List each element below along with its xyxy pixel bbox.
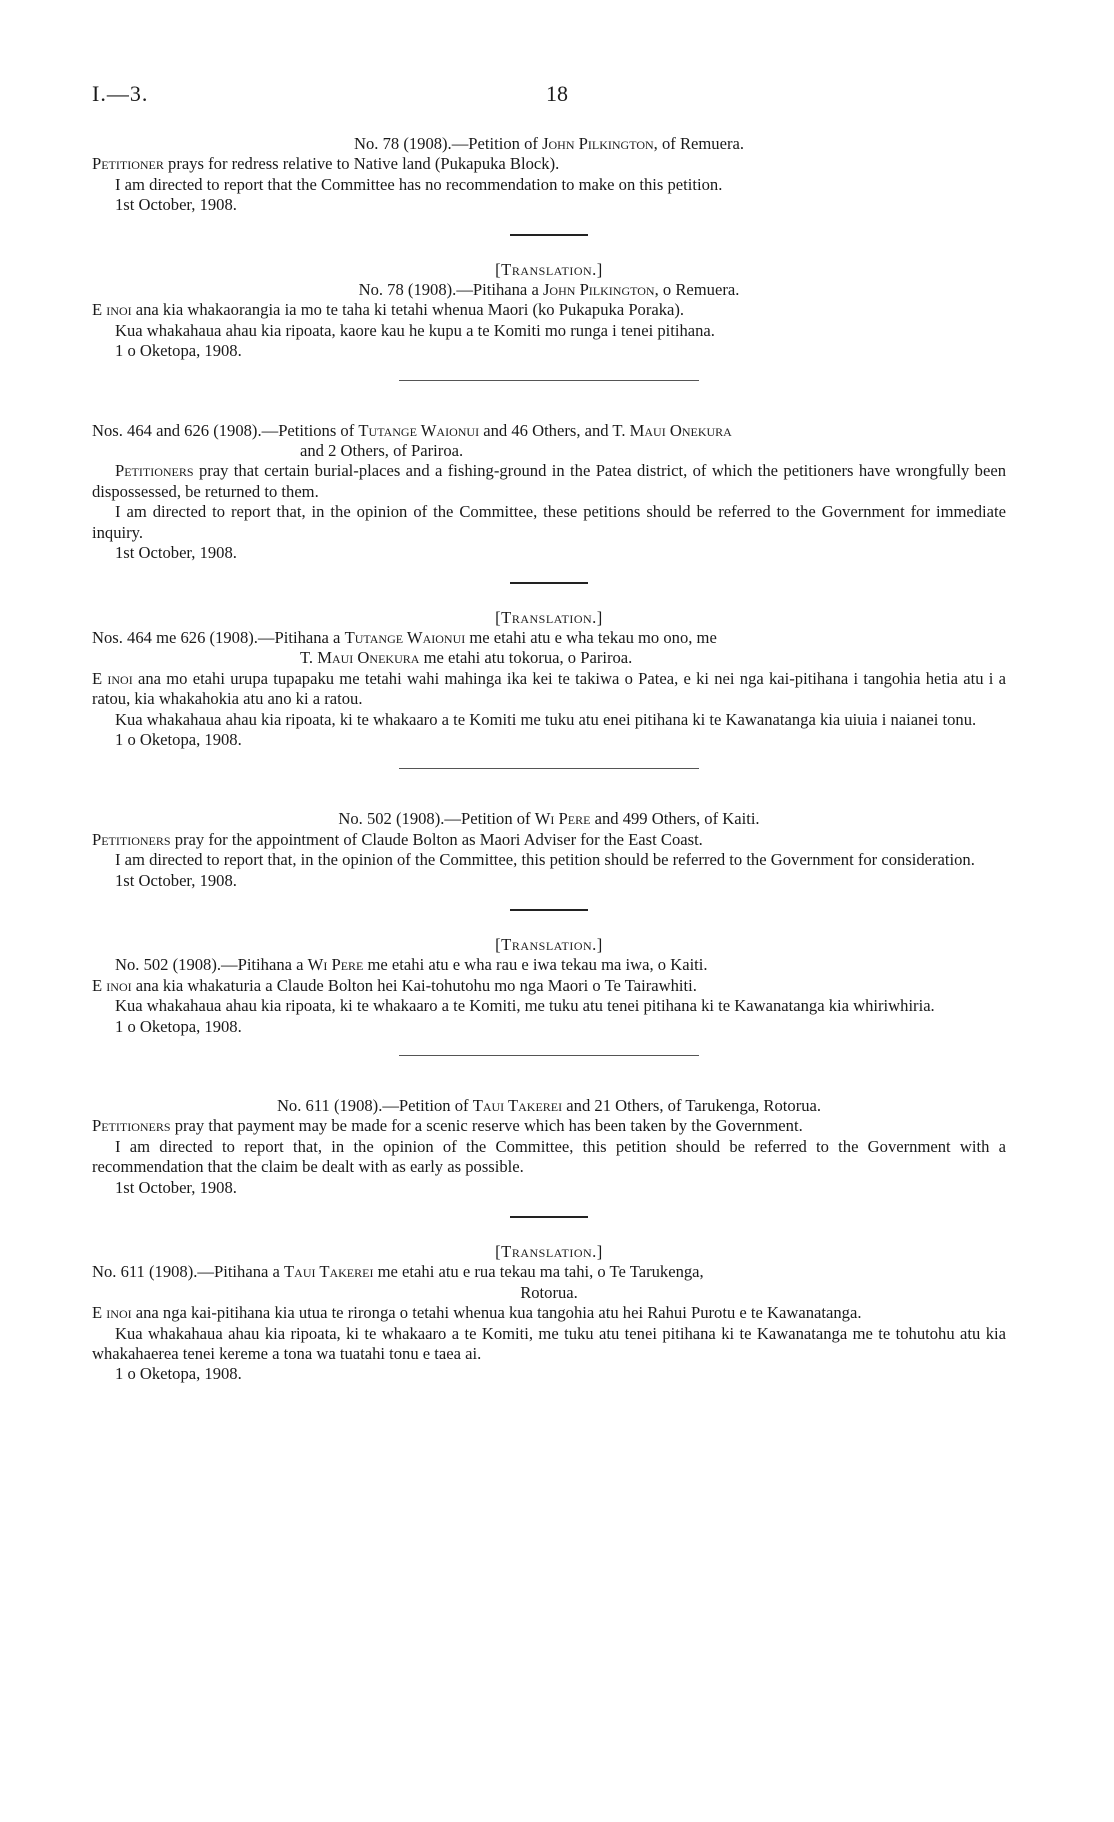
translation-prayer: E inoi ana nga kai-pitihana kia utua te rironga o tetahi whenua kua tangohia atu hei Rahui Purotu e te Kawanatanga. bbox=[92, 1303, 862, 1323]
translation-report: Kua whakahaua ahau kia ripoata, ki te whakaaro a te Komiti me tuku atu enei pitihana ki te Kawanatanga kia uiuia i naianei tonu. bbox=[115, 709, 977, 729]
translation-label: [Translation.] bbox=[495, 607, 603, 627]
committee-report: I am directed to report that the Committee has no recommendation to make on this petition. bbox=[115, 174, 723, 194]
petition-title: No. 611 (1908).—Petition of Taui Takerei and 21 Others, of Tarukenga, Rotorua. bbox=[276, 1096, 822, 1115]
petition-section-611 bbox=[92, 1096, 1006, 1385]
page-header bbox=[92, 81, 1022, 114]
committee-report: I am directed to report that, in the opinion of the Committee, this petition should be referred to the Government for consideration. bbox=[115, 850, 975, 870]
petition-section-78 bbox=[92, 134, 1006, 421]
petition-prayer: Petitioners pray that certain burial-places and a fishing-ground in the Patea district, of which the petitioners have wrongfully been dispossessed, be returned to them. bbox=[92, 461, 1006, 501]
translation-prayer: E inoi ana kia whakaturia a Claude Bolton hei Kai-tohutohu mo nga Maori o Te Tairawhiti. bbox=[92, 975, 697, 995]
petition-section-464-626 bbox=[92, 421, 1006, 810]
report-date: 1st October, 1908. bbox=[115, 1177, 237, 1197]
petition-title: No. 502 (1908).—Petition of Wi Pere and 499 Others, of Kaiti. bbox=[338, 809, 760, 829]
translation-title: No. 78 (1908).—Pitihana a John Pilkington, o Remuera. bbox=[358, 280, 740, 300]
translation-prayer: E inoi ana mo etahi urupa tupapaku me tetahi wahi mahinga ika kei te takiwa o Patea, e ki nei nga kai-pitihana i tangohia hetia atu i a ratou, kia whakahokia atu ano ki a ratou. bbox=[92, 668, 1006, 709]
translation-date: 1 o Oketopa, 1908. bbox=[115, 341, 242, 361]
translation-title: No. 611 (1908).—Pitihana a Taui Takerei me etahi atu e rua tekau ma tahi, o Te Tarukenga, bbox=[92, 1262, 704, 1282]
committee-report: I am directed to report that, in the opinion of the Committee, these petitions should be referred to the Government for immediate inquiry. bbox=[92, 502, 1006, 542]
petition-title: No. 78 (1908).—Petition of John Pilkington, of Remuera. bbox=[354, 134, 744, 153]
document-body bbox=[92, 134, 1006, 1385]
translation-prayer: E inoi ana kia whakaorangia ia mo te taha ki tetahi whenua Maori (ko Pukapuka Poraka). bbox=[92, 300, 685, 320]
translation-label: [Translation.] bbox=[495, 259, 603, 279]
committee-report: I am directed to report that, in the opinion of the Committee, this petition should be referred to the Government with a recommendation that the claim be dealt with as early as possible. bbox=[92, 1136, 1006, 1177]
translation-report: Kua whakahaua ahau kia ripoata, kaore kau he kupu a te Komiti mo runga i tenei pitihana. bbox=[115, 320, 715, 340]
translation-title: Nos. 464 me 626 (1908).—Pitihana a Tutange Waionui me etahi atu e wha tekau mo ono, me bbox=[92, 627, 717, 647]
translation-date: 1 o Oketopa, 1908. bbox=[115, 1364, 242, 1384]
petition-prayer: Petitioner prays for redress relative to Native land (Pukapuka Block). bbox=[92, 154, 560, 174]
translation-report: Kua whakahaua ahau kia ripoata, ki te whakaaro a te Komiti, me tuku atu tenei pitihana ki te Kawanatanga kia whiriwhiria. bbox=[115, 996, 935, 1016]
translation-label: [Translation.] bbox=[495, 934, 603, 954]
petition-title: Nos. 464 and 626 (1908).—Petitions of Tutange Waionui and 46 Others, and T. Maui Onekura bbox=[92, 420, 732, 440]
page-number: 18 bbox=[546, 81, 568, 106]
page-reference: I.—3. bbox=[92, 81, 149, 106]
translation-title: No. 502 (1908).—Pitihana a Wi Pere me etahi atu e wha rau e iwa tekau ma iwa, o Kaiti. bbox=[115, 955, 708, 975]
translation-date: 1 o Oketopa, 1908. bbox=[115, 1016, 242, 1036]
report-date: 1st October, 1908. bbox=[115, 543, 237, 563]
report-date: 1st October, 1908. bbox=[115, 195, 237, 215]
translation-report: Kua whakahaua ahau kia ripoata, ki te whakaaro a te Komiti, me tuku atu tenei pitihana ki te Kawanatanga me te tohutohu atu kia whakahaerea tenei kereme a tona wa tuatahi tonu e taea ai. bbox=[92, 1323, 1006, 1364]
translation-title-continued: T. Maui Onekura me etahi atu tokorua, o Pariroa. bbox=[300, 648, 633, 668]
petition-section-502 bbox=[92, 809, 1006, 1096]
translation-date: 1 o Oketopa, 1908. bbox=[115, 729, 242, 749]
petition-prayer: Petitioners pray for the appointment of Claude Bolton as Maori Adviser for the East Coast. bbox=[92, 829, 703, 849]
translation-title-continued: Rotorua. bbox=[520, 1282, 578, 1302]
petition-title-continued: and 2 Others, of Pariroa. bbox=[300, 441, 464, 461]
translation-label: [Translation.] bbox=[495, 1242, 603, 1262]
report-date: 1st October, 1908. bbox=[115, 870, 237, 890]
petition-prayer: Petitioners pray that payment may be made for a scenic reserve which has been taken by the Government. bbox=[92, 1116, 803, 1136]
